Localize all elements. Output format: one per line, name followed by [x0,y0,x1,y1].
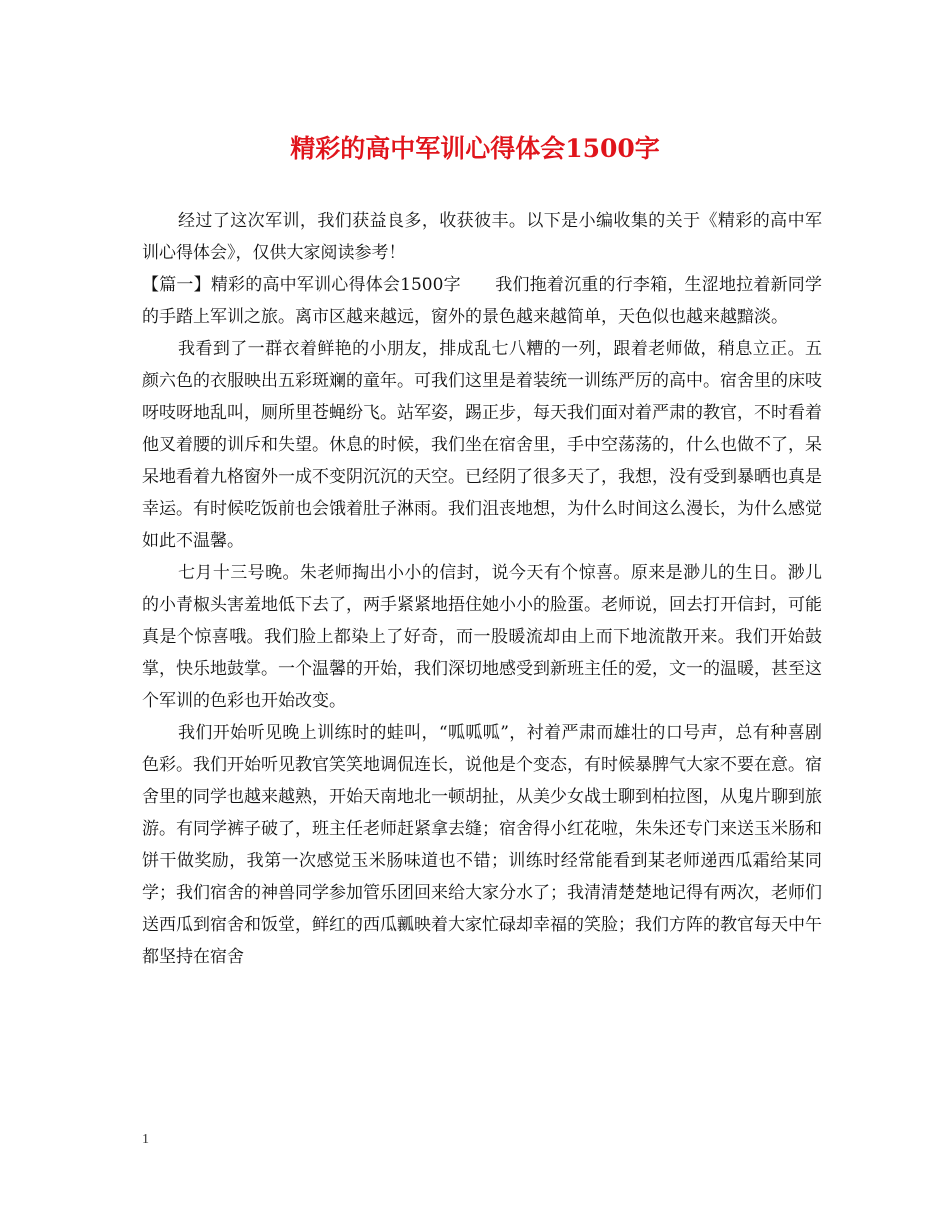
paragraph-section-one: 【篇一】精彩的高中军训心得体会1500字 我们拖着沉重的行李箱，生涩地拉着新同学的手踏上军训之旅。离市区越来越远，窗外的景色越来越简单，天色似也越来越黯淡。 [142,275,822,327]
paragraph-intro: 经过了这次军训，我们获益良多，收获彼丰。以下是小编收集的关于《精彩的高中军训心得体会》，仅供大家阅读参考！ [142,211,822,263]
paragraph-training: 我们开始听见晚上训练时的蛙叫，“呱呱呱”，衬着严肃而雄壮的口号声，总有种喜剧色彩。我们开始听见教官笑笑地调侃连长，说他是个变态，有时候暴脾气大家不要在意。宿舍里的同学也越来越熟，开始天南地北一顿胡扯，从美少女战士聊到柏拉图，从鬼片聊到旅游。有同学裤子破了，班主任老师赶紧拿去缝；宿舍得小红花啦，朱朱还专门来送玉米肠和饼干做奖励，我第一次感觉玉米肠味道也不错；训练时经常能看到某老师递西瓜霜给某同学；我们宿舍的神兽同学参加管乐团回来给大家分水了；我清清楚楚地记得有两次，老师们送西瓜到宿舍和饭堂，鲜红的西瓜瓤映着大家忙碌却幸福的笑脸；我们方阵的教官每天中午都坚持在宿舍 [142,723,822,967]
page-number: 1 [142,1132,149,1147]
paragraph-children: 我看到了一群衣着鲜艳的小朋友，排成乱七八糟的一列，跟着老师做，稍息立正。五颜六色的衣服映出五彩斑斓的童年。可我们这里是着装统一训练严厉的高中。宿舍里的床吱呀吱呀地乱叫，厕所里苍蝇纷飞。站军姿，踢正步，每天我们面对着严肃的教官，不时看着他叉着腰的训斥和失望。休息的时候，我们坐在宿舍里，手中空荡荡的，什么也做不了，呆呆地看着九格窗外一成不变阴沉沉的天空。已经阴了很多天了，我想，没有受到暴晒也真是幸运。有时候吃饭前也会饿着肚子淋雨。我们沮丧地想，为什么时间这么漫长，为什么感觉如此不温馨。 [142,339,822,551]
paragraph-birthday: 七月十三号晚。朱老师掏出小小的信封，说今天有个惊喜。原来是渺儿的生日。渺儿的小青椒头害羞地低下去了，两手紧紧地捂住她小小的脸蛋。老师说，回去打开信封，可能真是个惊喜哦。我们脸上都染上了好奇，而一股暖流却由上而下地流散开来。我们开始鼓掌，快乐地鼓掌。一个温馨的开始，我们深切地感受到新班主任的爱，文一的温暖，甚至这个军训的色彩也开始改变。 [142,563,822,711]
document-title: 精彩的高中军训心得体会1500字 [290,134,660,163]
document-body [142,205,822,973]
